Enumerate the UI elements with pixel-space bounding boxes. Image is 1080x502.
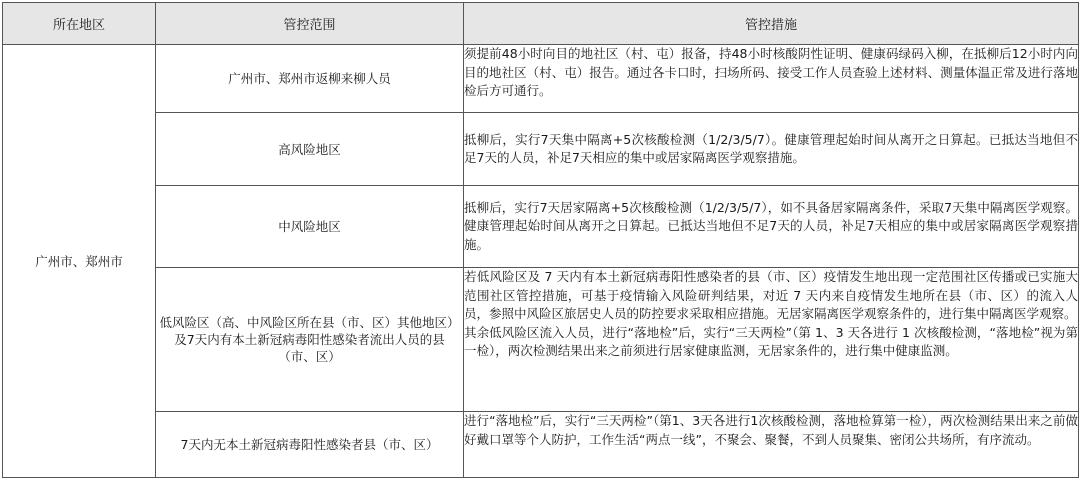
measure-text: 若低风险区及 7 天内有本土新冠病毒阳性感染者的县（市、区）疫情发生地出现一定范围社区传播或已实施大范围社区管控措施，可基于疫情输入风险研判结果，对近 7 天内来自疫情发生地所在县（市、区）的流入人员，参照中风险区旅居史人员的防控要求采取相应措施。无居家隔离医学观察条件的，进行集中隔离医学观察。 <box>464 269 1078 321</box>
measure-text: 抵柳后，实行7天居家隔离+5次核酸检测（1/2/3/5/7），如不具备居家隔离条件，采取7天集中隔离医学观察。健康管理起始时间从离开之日算起。已抵达当地但不足7天的人员，补足7天相应的集中或居家隔离医学观察措施。 <box>464 199 1078 252</box>
scope-cell: 中风险地区 <box>156 186 464 268</box>
measure-cell <box>464 186 1079 268</box>
scope-cell: 广州市、郑州市返柳来柳人员 <box>156 45 464 113</box>
page <box>0 2 1080 502</box>
header-scope: 管控范围 <box>156 3 464 45</box>
table-row <box>3 186 1079 268</box>
measure-cell <box>464 412 1079 478</box>
measure-text: 进行“落地检”后，实行“三天两检”（第1、3天各进行1次核酸检测，落地检算第一检），两次检测结果出来之前做好戴口罩等个人防护，工作生活“两点一线”，不聚会、聚餐，不到人员聚集、密闭公共场所，有序流动。 <box>464 413 1078 447</box>
measure-text: 须提前48小时向目的地社区（村、屯）报备，持48小时核酸阴性证明、健康码绿码入柳，在抵柳后12小时内向目的地社区（村、屯）报告。通过各卡口时，扫场所码、接受工作人员查验上述材料、测量体温正常及进行落地检后方可通行。 <box>464 46 1078 98</box>
scope-cell: 低风险区（高、中风险区所在县（市、区）其他地区）及7天内有本土新冠病毒阳性感染者流出人员的县（市、区） <box>156 268 464 412</box>
region-cell: 广州市、郑州市 <box>3 45 156 478</box>
measure-text: 其余低风险区流入人员，进行“落地检”后，实行“三天两检”（第 1、3 天各进行 1 次核酸检测，“落地检”视为第一检），两次检测结果出来之前须进行居家健康监测，无居家条件的，进行集中健康监测。 <box>464 324 1078 358</box>
header-region: 所在地区 <box>3 3 156 45</box>
table-row <box>3 45 1079 113</box>
header-measures: 管控措施 <box>464 3 1079 45</box>
table-header-row <box>3 3 1079 45</box>
scope-cell: 高风险地区 <box>156 113 464 186</box>
table-row <box>3 113 1079 186</box>
measure-text: 抵柳后，实行7天集中隔离+5次核酸检测（1/2/3/5/7）。健康管理起始时间从离开之日算起。已抵达当地但不足7天的人员，补足7天相应的集中或居家隔离医学观察措施。 <box>464 131 1078 165</box>
table-row <box>3 412 1079 478</box>
control-measures-table <box>2 2 1079 478</box>
table-row <box>3 268 1079 412</box>
measure-cell <box>464 268 1079 412</box>
measure-cell <box>464 45 1079 113</box>
scope-cell: 7天内无本土新冠病毒阳性感染者县（市、区） <box>156 412 464 478</box>
measure-cell <box>464 113 1079 186</box>
